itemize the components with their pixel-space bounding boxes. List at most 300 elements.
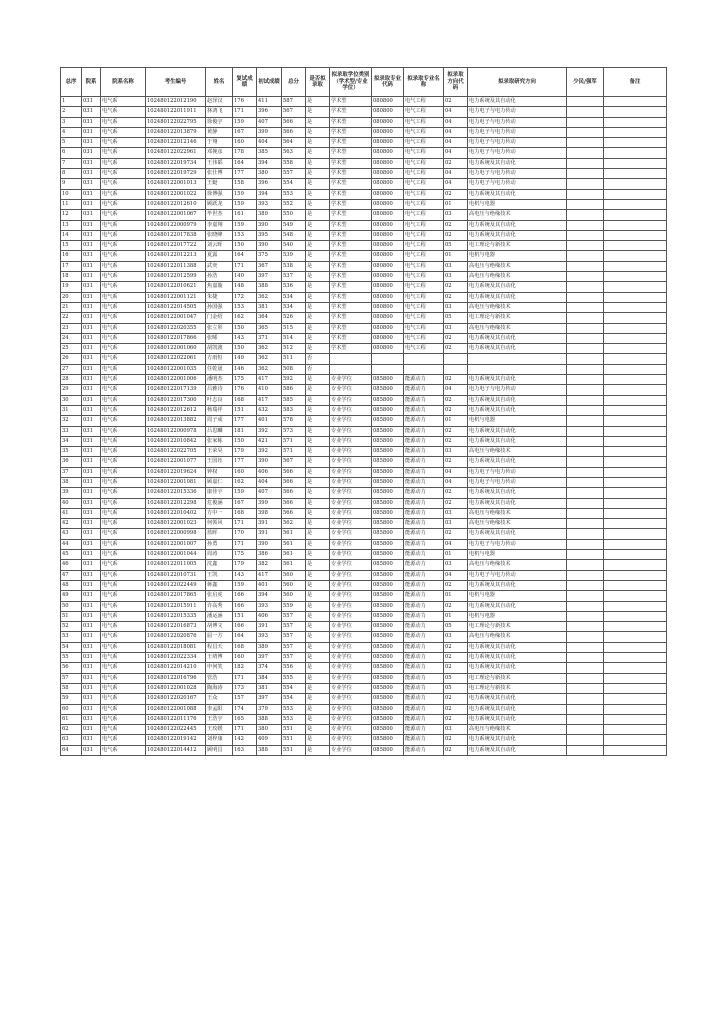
- cell-admitted: 是: [306, 220, 330, 230]
- cell-total-score: 566: [282, 477, 306, 487]
- cell-initial-score: 381: [257, 302, 282, 312]
- cell-total-no: 53: [61, 632, 82, 642]
- cell-total-no: 17: [61, 261, 82, 271]
- cell-total-score: 571: [282, 436, 306, 446]
- cell-candidate-id: 102480122001088: [146, 704, 206, 714]
- header-direction-code: 拟录取方向代码: [444, 68, 468, 97]
- cell-admitted: 是: [306, 436, 330, 446]
- cell-major-name: 能源动力: [404, 611, 444, 621]
- cell-candidate-id: 102480122022061: [146, 354, 206, 364]
- cell-initial-score: 406: [257, 467, 282, 477]
- cell-minority: [567, 632, 604, 642]
- cell-research-direction: 电机与电器: [468, 550, 567, 560]
- cell-direction-code: 03: [444, 560, 468, 570]
- cell-research-direction: 高电压与绝缘技术: [468, 560, 567, 570]
- cell-total-score: 583: [282, 405, 306, 415]
- cell-dept-name: 电气系: [101, 292, 146, 302]
- cell-total-score: 557: [282, 611, 306, 621]
- cell-degree-type: 学术型: [330, 148, 372, 158]
- cell-candidate-id: 102480122022334: [146, 653, 206, 663]
- cell-candidate-id: 102480122011176: [146, 714, 206, 724]
- cell-research-direction: 电工理论与新技术: [468, 673, 567, 683]
- cell-research-direction: 电力电子与电力传动: [468, 107, 567, 117]
- cell-remarks: [604, 230, 667, 240]
- cell-name: 武奕: [206, 261, 233, 271]
- cell-candidate-id: 102480122019734: [146, 158, 206, 168]
- cell-degree-type: [330, 364, 372, 374]
- cell-total-score: 585: [282, 395, 306, 405]
- cell-retest-score: 148: [233, 282, 257, 292]
- table-row: [61, 694, 667, 704]
- cell-remarks: [604, 210, 667, 220]
- cell-name: 潘运涵: [206, 611, 233, 621]
- cell-initial-score: 371: [257, 333, 282, 343]
- cell-degree-type: 专业学位: [330, 683, 372, 693]
- cell-major-code: 080800: [372, 148, 404, 158]
- cell-direction-code: 02: [444, 488, 468, 498]
- cell-direction-code: 01: [444, 251, 468, 261]
- cell-retest-score: 175: [233, 550, 257, 560]
- cell-remarks: [604, 313, 667, 323]
- cell-research-direction: [468, 354, 567, 364]
- cell-degree-type: 专业学位: [330, 580, 372, 590]
- cell-retest-score: 146: [233, 364, 257, 374]
- cell-candidate-id: 102480122010842: [146, 436, 206, 446]
- cell-major-name: 能源动力: [404, 745, 444, 755]
- cell-research-direction: 高电压与绝缘技术: [468, 323, 567, 333]
- cell-degree-type: 专业学位: [330, 632, 372, 642]
- cell-degree-type: 学术型: [330, 210, 372, 220]
- cell-dept-code: 031: [82, 622, 101, 632]
- cell-degree-type: 专业学位: [330, 611, 372, 621]
- cell-degree-type: 专业学位: [330, 591, 372, 601]
- cell-candidate-id: 102480122017300: [146, 395, 206, 405]
- cell-dept-name: 电气系: [101, 611, 146, 621]
- table-row: [61, 714, 667, 724]
- cell-admitted: 是: [306, 653, 330, 663]
- cell-retest-score: 173: [233, 683, 257, 693]
- cell-degree-type: 专业学位: [330, 498, 372, 508]
- cell-total-no: 18: [61, 272, 82, 282]
- cell-major-code: 080800: [372, 210, 404, 220]
- cell-direction-code: 02: [444, 333, 468, 343]
- cell-research-direction: 电力电子与电力传动: [468, 385, 567, 395]
- cell-name: 王玫媛: [206, 725, 233, 735]
- cell-degree-type: 专业学位: [330, 405, 372, 415]
- cell-minority: [567, 508, 604, 518]
- cell-direction-code: 04: [444, 127, 468, 137]
- cell-minority: [567, 292, 604, 302]
- cell-remarks: [604, 714, 667, 724]
- cell-remarks: [604, 416, 667, 426]
- cell-direction-code: 03: [444, 261, 468, 271]
- cell-degree-type: 学术型: [330, 97, 372, 107]
- cell-degree-type: 学术型: [330, 220, 372, 230]
- cell-dept-code: 031: [82, 601, 101, 611]
- cell-dept-code: 031: [82, 714, 101, 724]
- cell-initial-score: 395: [257, 230, 282, 240]
- cell-research-direction: 电工理论与新技术: [468, 622, 567, 632]
- cell-major-name: 能源动力: [404, 375, 444, 385]
- cell-initial-score: 390: [257, 241, 282, 251]
- cell-candidate-id: 102480122019624: [146, 467, 206, 477]
- cell-total-score: 559: [282, 601, 306, 611]
- cell-total-no: 11: [61, 199, 82, 209]
- cell-admitted: 是: [306, 632, 330, 642]
- cell-major-code: 080800: [372, 344, 404, 354]
- cell-major-code: 085800: [372, 714, 404, 724]
- table-row: [61, 508, 667, 518]
- cell-retest-score: 162: [233, 477, 257, 487]
- cell-major-code: 080800: [372, 251, 404, 261]
- cell-research-direction: 电力系统及其自动化: [468, 405, 567, 415]
- cell-dept-code: 031: [82, 405, 101, 415]
- cell-major-code: 080800: [372, 261, 404, 271]
- cell-dept-name: 电气系: [101, 477, 146, 487]
- cell-retest-score: 159: [233, 189, 257, 199]
- cell-candidate-id: 102480122010402: [146, 508, 206, 518]
- header-degree-type: 拟录取学位类别（学术型/专业学位）: [330, 68, 372, 97]
- cell-direction-code: 04: [444, 467, 468, 477]
- cell-total-no: 30: [61, 395, 82, 405]
- cell-initial-score: 362: [257, 354, 282, 364]
- cell-dept-name: 电气系: [101, 683, 146, 693]
- table-row: [61, 550, 667, 560]
- cell-admitted: 是: [306, 519, 330, 529]
- cell-total-no: 37: [61, 467, 82, 477]
- cell-remarks: [604, 457, 667, 467]
- cell-candidate-id: 102480122012599: [146, 272, 206, 282]
- cell-minority: [567, 261, 604, 271]
- cell-candidate-id: 102480122011005: [146, 560, 206, 570]
- cell-major-name: 电气工程: [404, 230, 444, 240]
- cell-candidate-id: 102480122012190: [146, 97, 206, 107]
- cell-major-code: 085800: [372, 436, 404, 446]
- cell-degree-type: 专业学位: [330, 745, 372, 755]
- cell-major-name: 电气工程: [404, 169, 444, 179]
- cell-candidate-id: 102480122022795: [146, 117, 206, 127]
- cell-degree-type: 专业学位: [330, 622, 372, 632]
- cell-minority: [567, 189, 604, 199]
- cell-remarks: [604, 302, 667, 312]
- cell-admitted: 是: [306, 488, 330, 498]
- cell-dept-code: 031: [82, 364, 101, 374]
- cell-dept-name: 电气系: [101, 158, 146, 168]
- table-row: [61, 426, 667, 436]
- cell-name: 方雨恒: [206, 354, 233, 364]
- cell-initial-score: 391: [257, 529, 282, 539]
- cell-dept-code: 031: [82, 313, 101, 323]
- cell-total-score: 566: [282, 488, 306, 498]
- cell-retest-score: 140: [233, 272, 257, 282]
- cell-major-name: 能源动力: [404, 436, 444, 446]
- cell-total-score: 561: [282, 529, 306, 539]
- cell-major-code: 085800: [372, 529, 404, 539]
- cell-direction-code: 02: [444, 745, 468, 755]
- cell-minority: [567, 611, 604, 621]
- cell-name: 杨瑞祥: [206, 405, 233, 415]
- cell-minority: [567, 498, 604, 508]
- cell-retest-score: 164: [233, 632, 257, 642]
- cell-initial-score: 399: [257, 498, 282, 508]
- table-row: [61, 313, 667, 323]
- cell-initial-score: 417: [257, 375, 282, 385]
- cell-initial-score: 388: [257, 714, 282, 724]
- cell-total-score: 557: [282, 632, 306, 642]
- cell-initial-score: 390: [257, 539, 282, 549]
- cell-admitted: 是: [306, 272, 330, 282]
- cell-admitted: 是: [306, 447, 330, 457]
- cell-direction-code: 02: [444, 189, 468, 199]
- cell-total-no: 14: [61, 230, 82, 240]
- cell-research-direction: 高电压与绝缘技术: [468, 210, 567, 220]
- cell-dept-code: 031: [82, 169, 101, 179]
- header-major-code: 拟录取专业代码: [372, 68, 404, 97]
- cell-name: 周涛: [206, 550, 233, 560]
- header-dept-code: 院系: [82, 68, 101, 97]
- cell-retest-score: 143: [233, 333, 257, 343]
- cell-dept-code: 031: [82, 436, 101, 446]
- cell-remarks: [604, 725, 667, 735]
- cell-research-direction: 电力系统及其自动化: [468, 498, 567, 508]
- cell-dept-name: 电气系: [101, 570, 146, 580]
- cell-degree-type: 专业学位: [330, 735, 372, 745]
- cell-candidate-id: 102480122019729: [146, 169, 206, 179]
- cell-research-direction: 电力系统及其自动化: [468, 282, 567, 292]
- cell-admitted: 是: [306, 313, 330, 323]
- cell-minority: [567, 282, 604, 292]
- cell-minority: [567, 745, 604, 755]
- cell-name: 王靖博: [206, 653, 233, 663]
- table-row: [61, 179, 667, 189]
- cell-major-name: 电气工程: [404, 210, 444, 220]
- cell-total-no: 19: [61, 282, 82, 292]
- cell-direction-code: 03: [444, 302, 468, 312]
- cell-dept-name: 电气系: [101, 725, 146, 735]
- table-row: [61, 375, 667, 385]
- cell-minority: [567, 519, 604, 529]
- cell-name: 张仕博: [206, 169, 233, 179]
- cell-dept-code: 031: [82, 241, 101, 251]
- cell-initial-score: 375: [257, 251, 282, 261]
- cell-total-no: 24: [61, 333, 82, 343]
- cell-admitted: 是: [306, 210, 330, 220]
- cell-total-no: 55: [61, 653, 82, 663]
- cell-name: 王伟韬: [206, 158, 233, 168]
- cell-total-score: 539: [282, 251, 306, 261]
- cell-major-name: 电气工程: [404, 158, 444, 168]
- cell-dept-code: 031: [82, 642, 101, 652]
- cell-admitted: 是: [306, 467, 330, 477]
- cell-research-direction: 电工理论与新技术: [468, 313, 567, 323]
- cell-research-direction: 电力系统及其自动化: [468, 333, 567, 343]
- table-row: [61, 580, 667, 590]
- cell-major-name: 电气工程: [404, 138, 444, 148]
- cell-initial-score: 404: [257, 138, 282, 148]
- cell-admitted: 是: [306, 570, 330, 580]
- cell-major-code: 085800: [372, 653, 404, 663]
- cell-major-code: 085800: [372, 550, 404, 560]
- cell-admitted: 是: [306, 477, 330, 487]
- cell-name: 顾嘉仁: [206, 477, 233, 487]
- table-row: [61, 622, 667, 632]
- table-row: [61, 261, 667, 271]
- cell-admitted: 是: [306, 508, 330, 518]
- cell-name: 朱捷: [206, 292, 233, 302]
- cell-dept-code: 031: [82, 694, 101, 704]
- cell-minority: [567, 210, 604, 220]
- header-total-score: 总分: [282, 68, 306, 97]
- cell-total-score: 548: [282, 230, 306, 240]
- cell-major-code: 080800: [372, 313, 404, 323]
- cell-candidate-id: 102480122015336: [146, 488, 206, 498]
- cell-major-code: 085800: [372, 477, 404, 487]
- cell-total-no: 25: [61, 344, 82, 354]
- cell-name: 毕世杰: [206, 210, 233, 220]
- cell-admitted: 是: [306, 550, 330, 560]
- cell-remarks: [604, 323, 667, 333]
- table-body: [61, 97, 667, 756]
- table-row: [61, 405, 667, 415]
- cell-retest-score: 142: [233, 735, 257, 745]
- cell-minority: [567, 395, 604, 405]
- cell-minority: [567, 467, 604, 477]
- header-dept-name: 院系名称: [101, 68, 146, 97]
- cell-candidate-id: 102480122001047: [146, 313, 206, 323]
- cell-total-score: 567: [282, 107, 306, 117]
- cell-candidate-id: 102480122017838: [146, 230, 206, 240]
- cell-remarks: [604, 683, 667, 693]
- cell-total-score: 566: [282, 508, 306, 518]
- cell-total-score: 553: [282, 704, 306, 714]
- cell-research-direction: 高电压与绝缘技术: [468, 272, 567, 282]
- cell-dept-name: 电气系: [101, 714, 146, 724]
- cell-research-direction: 电力系统及其自动化: [468, 375, 567, 385]
- cell-initial-score: 389: [257, 642, 282, 652]
- cell-major-code: 085800: [372, 611, 404, 621]
- cell-research-direction: 电力系统及其自动化: [468, 663, 567, 673]
- cell-dept-name: 电气系: [101, 704, 146, 714]
- cell-dept-name: 电气系: [101, 488, 146, 498]
- table-row: [61, 642, 667, 652]
- header-admitted: 是否拟录取: [306, 68, 330, 97]
- cell-minority: [567, 735, 604, 745]
- cell-dept-name: 电气系: [101, 663, 146, 673]
- cell-minority: [567, 323, 604, 333]
- cell-initial-score: 411: [257, 97, 282, 107]
- cell-retest-score: 171: [233, 107, 257, 117]
- cell-retest-score: 161: [233, 210, 257, 220]
- cell-total-score: 557: [282, 169, 306, 179]
- cell-direction-code: [444, 354, 468, 364]
- cell-total-score: 553: [282, 189, 306, 199]
- cell-name: 蓝晖: [206, 529, 233, 539]
- cell-dept-code: 031: [82, 457, 101, 467]
- cell-name: 刘云晖: [206, 241, 233, 251]
- cell-degree-type: 专业学位: [330, 508, 372, 518]
- cell-research-direction: 高电压与绝缘技术: [468, 725, 567, 735]
- cell-remarks: [604, 570, 667, 580]
- cell-dept-code: 031: [82, 261, 101, 271]
- cell-total-no: 10: [61, 189, 82, 199]
- cell-admitted: 是: [306, 457, 330, 467]
- cell-major-name: 电气工程: [404, 323, 444, 333]
- cell-admitted: 是: [306, 560, 330, 570]
- admission-list: [60, 67, 666, 756]
- cell-remarks: [604, 498, 667, 508]
- cell-degree-type: 专业学位: [330, 457, 372, 467]
- cell-initial-score: 382: [257, 560, 282, 570]
- cell-admitted: 是: [306, 416, 330, 426]
- cell-total-score: 536: [282, 282, 306, 292]
- cell-direction-code: 02: [444, 405, 468, 415]
- cell-total-no: 42: [61, 519, 82, 529]
- cell-initial-score: 401: [257, 416, 282, 426]
- cell-major-name: 电气工程: [404, 261, 444, 271]
- cell-initial-score: 386: [257, 550, 282, 560]
- cell-admitted: 是: [306, 292, 330, 302]
- cell-direction-code: 03: [444, 323, 468, 333]
- cell-remarks: [604, 97, 667, 107]
- cell-degree-type: 学术型: [330, 241, 372, 251]
- cell-major-code: 085800: [372, 488, 404, 498]
- cell-degree-type: 专业学位: [330, 375, 372, 385]
- cell-retest-score: 153: [233, 230, 257, 240]
- cell-major-name: 电气工程: [404, 282, 444, 292]
- cell-total-score: 587: [282, 97, 306, 107]
- cell-dept-name: 电气系: [101, 580, 146, 590]
- cell-direction-code: 03: [444, 272, 468, 282]
- header-initial-score: 初试成绩: [257, 68, 282, 97]
- cell-direction-code: 02: [444, 395, 468, 405]
- header-minority: 少民/强军: [567, 68, 604, 97]
- cell-degree-type: 学术型: [330, 344, 372, 354]
- cell-retest-score: 166: [233, 601, 257, 611]
- cell-dept-code: 031: [82, 580, 101, 590]
- cell-direction-code: 04: [444, 570, 468, 580]
- cell-total-score: 566: [282, 467, 306, 477]
- cell-retest-score: 172: [233, 292, 257, 302]
- cell-candidate-id: 102480122012610: [146, 199, 206, 209]
- cell-total-score: 549: [282, 220, 306, 230]
- cell-total-no: 35: [61, 447, 82, 457]
- cell-remarks: [604, 220, 667, 230]
- cell-degree-type: 专业学位: [330, 477, 372, 487]
- cell-total-score: 555: [282, 673, 306, 683]
- cell-total-score: 560: [282, 580, 306, 590]
- cell-total-score: 550: [282, 210, 306, 220]
- cell-dept-code: 031: [82, 663, 101, 673]
- table-row: [61, 498, 667, 508]
- cell-minority: [567, 405, 604, 415]
- cell-major-name: 电气工程: [404, 189, 444, 199]
- cell-initial-score: 367: [257, 261, 282, 271]
- header-major-name: 拟录取专业名称: [404, 68, 444, 97]
- cell-remarks: [604, 117, 667, 127]
- cell-major-code: 085800: [372, 601, 404, 611]
- cell-total-no: 1: [61, 97, 82, 107]
- cell-candidate-id: 102480122001035: [146, 364, 206, 374]
- cell-candidate-id: 102480122017722: [146, 241, 206, 251]
- cell-retest-score: 166: [233, 591, 257, 601]
- cell-total-score: 511: [282, 354, 306, 364]
- cell-degree-type: 学术型: [330, 302, 372, 312]
- cell-initial-score: 393: [257, 601, 282, 611]
- cell-candidate-id: 102480122016796: [146, 673, 206, 683]
- cell-direction-code: 04: [444, 179, 468, 189]
- cell-name: 黄静: [206, 127, 233, 137]
- cell-remarks: [604, 272, 667, 282]
